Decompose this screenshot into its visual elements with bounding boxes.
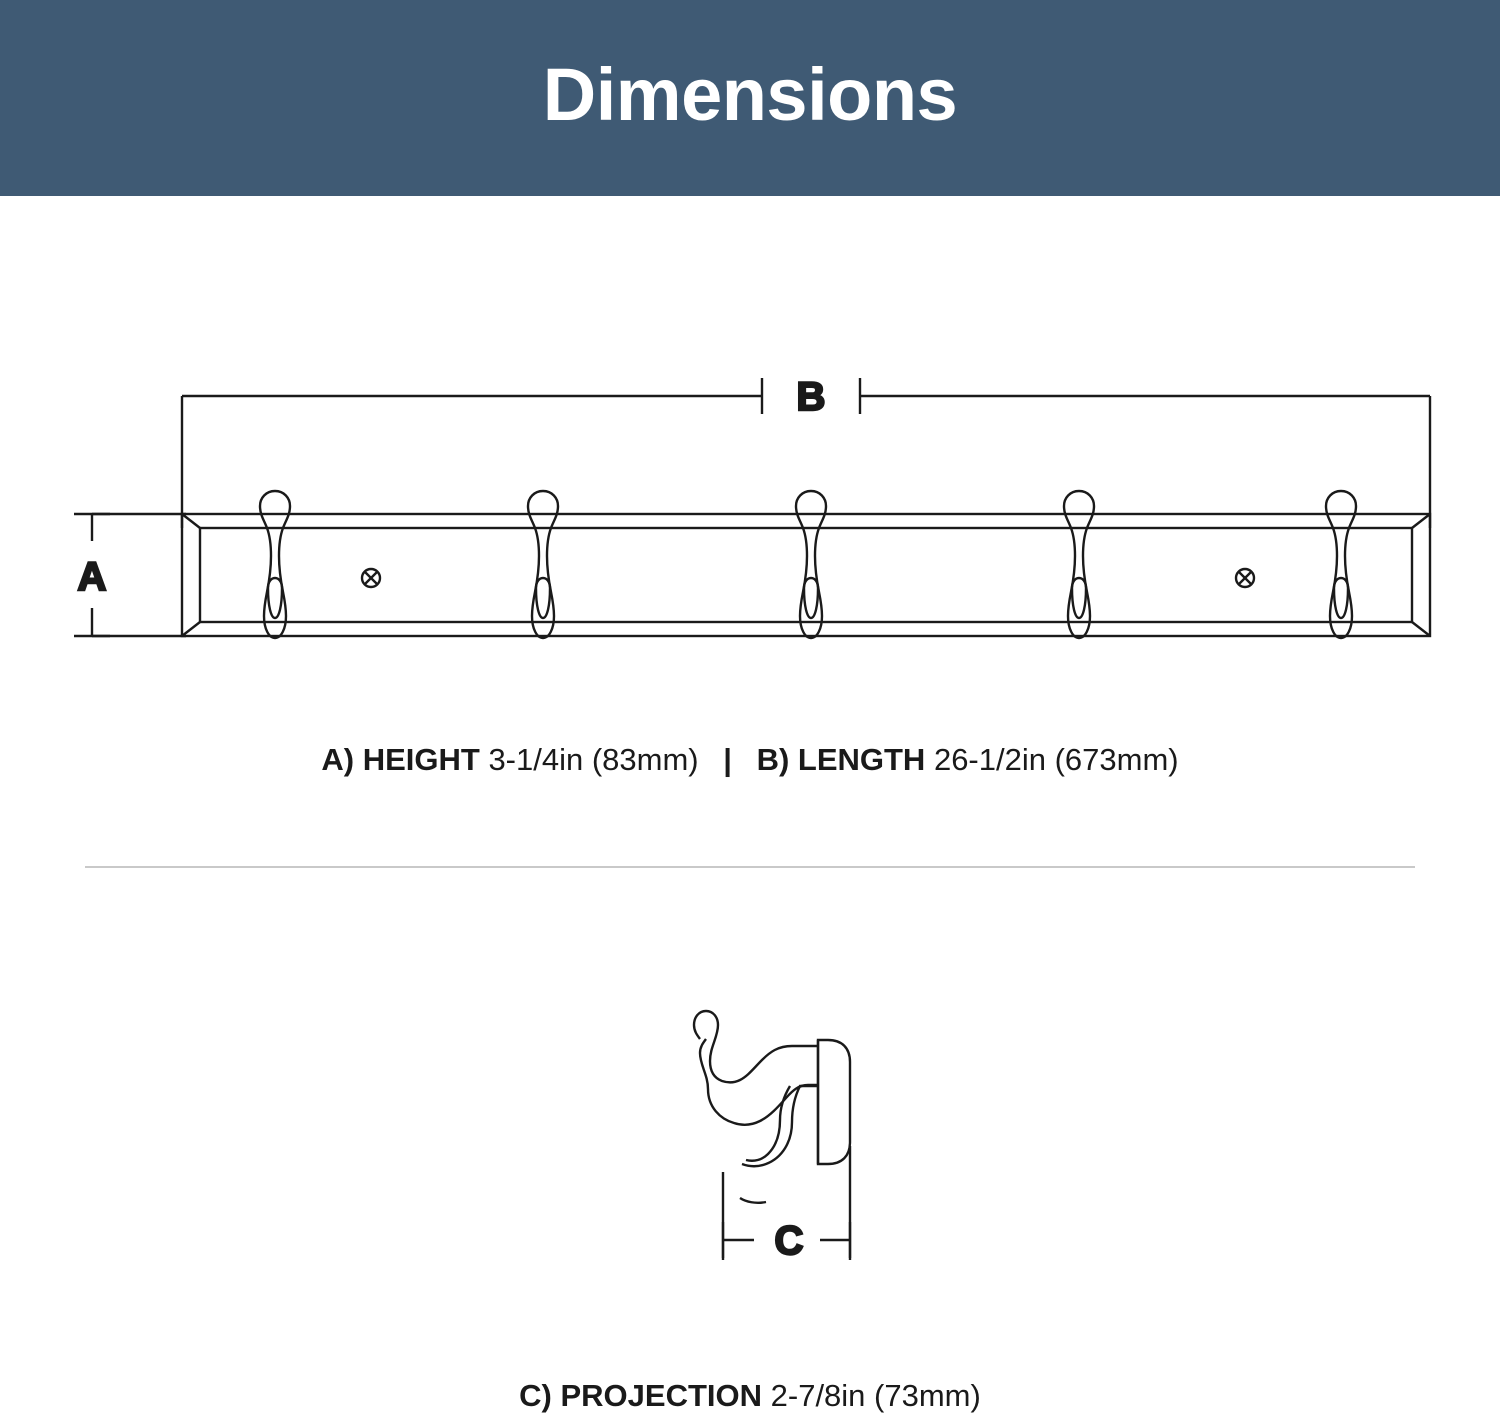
mounting-plate — [818, 1040, 850, 1164]
page-title: Dimensions — [542, 53, 958, 136]
header-banner — [0, 0, 1500, 196]
caption-projection — [0, 1378, 1500, 1414]
projection-caption-label: C) PROJECTION — [519, 1378, 763, 1413]
projection-marker-label: C — [774, 1219, 804, 1263]
front-view-svg — [0, 196, 1500, 726]
length-marker-label: B — [796, 375, 826, 419]
caption-height-length — [0, 742, 1500, 778]
height-caption-label: A) HEIGHT — [321, 742, 480, 777]
side-view-svg — [0, 960, 1500, 1320]
height-caption-value: 3-1/4in (83mm) — [488, 742, 699, 777]
section-divider — [85, 866, 1415, 868]
length-caption-value: 26-1/2in (673mm) — [933, 742, 1179, 777]
screw — [1236, 569, 1254, 587]
front-view-drawing — [0, 196, 1500, 726]
height-marker-label: A — [77, 555, 107, 599]
projection-caption-value: 2-7/8in (73mm) — [770, 1378, 981, 1413]
hook-profile — [694, 1011, 818, 1203]
caption-separator: | — [723, 742, 732, 777]
screw — [362, 569, 380, 587]
length-caption-label: B) LENGTH — [756, 742, 926, 777]
side-view-drawing — [0, 960, 1500, 1320]
